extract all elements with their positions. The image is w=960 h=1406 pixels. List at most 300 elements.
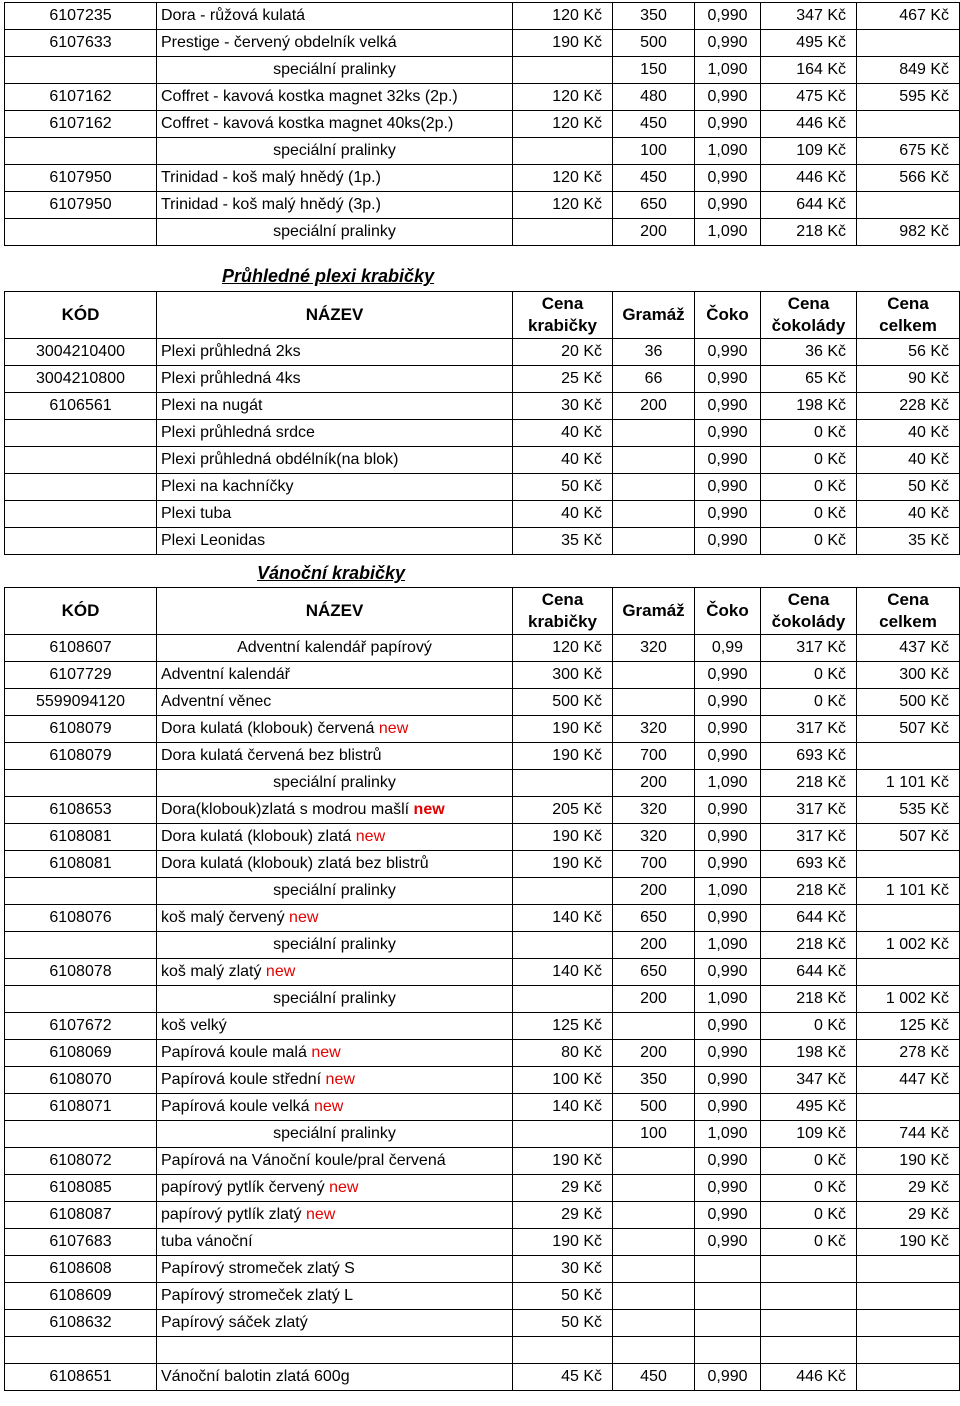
product-name-text: Plexi Leonidas xyxy=(161,532,266,549)
choco-rate: 0,990 xyxy=(695,501,761,528)
product-name-text: Adventní věnec xyxy=(161,693,272,710)
product-name xyxy=(157,219,513,246)
product-name-text: Papírová na Vánoční koule/pral červená xyxy=(161,1152,446,1169)
choco-price: 495 Kč xyxy=(761,30,857,57)
product-name-text: Plexi průhledná 2ks xyxy=(161,343,301,360)
total-price xyxy=(857,30,960,57)
choco-price: 218 Kč xyxy=(761,878,857,905)
choco-price: 693 Kč xyxy=(761,851,857,878)
choco-price: 446 Kč xyxy=(761,111,857,138)
choco-rate: 0,990 xyxy=(695,959,761,986)
choco-rate: 0,990 xyxy=(695,3,761,30)
product-name xyxy=(157,57,513,84)
product-code: 6108632 xyxy=(5,1310,157,1337)
product-code xyxy=(5,420,157,447)
product-name-text: koš malý zlatý xyxy=(161,963,266,980)
table-row xyxy=(5,959,960,986)
choco-rate: 1,090 xyxy=(695,138,761,165)
header-cena-celkem: Cena celkem xyxy=(857,588,960,635)
table-row xyxy=(5,1175,960,1202)
table-row xyxy=(5,635,960,662)
product-name xyxy=(157,662,513,689)
choco-rate: 0,990 xyxy=(695,84,761,111)
choco-rate: 1,090 xyxy=(695,986,761,1013)
product-name xyxy=(157,1310,513,1337)
box-price: 40 Kč xyxy=(513,447,613,474)
weight: 650 xyxy=(613,192,695,219)
product-name-text: Dora kulatá (klobouk) zlatá xyxy=(161,828,356,845)
weight: 100 xyxy=(613,1121,695,1148)
choco-rate: 1,090 xyxy=(695,770,761,797)
table-row xyxy=(5,447,960,474)
header-gramaz: Gramáž xyxy=(613,588,695,635)
box-price: 140 Kč xyxy=(513,905,613,932)
product-code xyxy=(5,1121,157,1148)
total-price: 29 Kč xyxy=(857,1202,960,1229)
table-row xyxy=(5,366,960,393)
box-price: 50 Kč xyxy=(513,1310,613,1337)
product-name xyxy=(157,30,513,57)
product-name-text: Trinidad - koš malý hnědý (3p.) xyxy=(161,196,381,213)
choco-price xyxy=(761,1256,857,1283)
choco-price: 644 Kč xyxy=(761,192,857,219)
choco-price: 36 Kč xyxy=(761,339,857,366)
table-row xyxy=(5,1256,960,1283)
product-name xyxy=(157,111,513,138)
table-row xyxy=(5,932,960,959)
product-name xyxy=(157,420,513,447)
total-price: 849 Kč xyxy=(857,57,960,84)
weight xyxy=(613,474,695,501)
box-price: 120 Kč xyxy=(513,84,613,111)
product-name xyxy=(157,138,513,165)
product-name-text: Dora - růžová kulatá xyxy=(161,7,306,24)
table-row xyxy=(5,905,960,932)
product-name xyxy=(157,878,513,905)
product-name xyxy=(157,1337,513,1364)
choco-rate: 0,990 xyxy=(695,528,761,555)
product-name-text: speciální pralinky xyxy=(273,936,396,953)
choco-price: 475 Kč xyxy=(761,84,857,111)
product-name-text: Papírová koule střední xyxy=(161,1071,326,1088)
product-code: 3004210800 xyxy=(5,366,157,393)
new-label: new xyxy=(265,963,296,980)
product-name xyxy=(157,501,513,528)
product-code: 6107162 xyxy=(5,111,157,138)
product-name-text: Adventní kalendář xyxy=(161,666,290,683)
table-row xyxy=(5,111,960,138)
choco-rate: 0,990 xyxy=(695,716,761,743)
choco-rate: 0,990 xyxy=(695,30,761,57)
new-label: new xyxy=(329,1179,359,1196)
weight xyxy=(613,1337,695,1364)
new-label: new xyxy=(289,909,319,926)
product-name xyxy=(157,932,513,959)
price-table-top xyxy=(4,2,960,246)
product-code: 6108608 xyxy=(5,1256,157,1283)
weight: 200 xyxy=(613,878,695,905)
choco-price: 693 Kč xyxy=(761,743,857,770)
total-price xyxy=(857,1337,960,1364)
product-name-text: Plexi průhledná obdélník(na blok) xyxy=(161,451,399,468)
product-code xyxy=(5,474,157,501)
choco-rate: 0,990 xyxy=(695,447,761,474)
choco-rate xyxy=(695,1310,761,1337)
product-name-text: Adventní kalendář papírový xyxy=(237,639,432,656)
product-name-text: koš velký xyxy=(161,1017,227,1034)
box-price: 190 Kč xyxy=(513,1229,613,1256)
box-price: 140 Kč xyxy=(513,959,613,986)
weight: 450 xyxy=(613,1364,695,1391)
table-row xyxy=(5,420,960,447)
table-row xyxy=(5,1067,960,1094)
product-code: 6108081 xyxy=(5,824,157,851)
weight: 150 xyxy=(613,57,695,84)
price-table-vanocni xyxy=(4,587,960,1391)
total-price: 595 Kč xyxy=(857,84,960,111)
product-name-text: Plexi průhledná srdce xyxy=(161,424,315,441)
choco-price: 218 Kč xyxy=(761,219,857,246)
choco-rate: 0,990 xyxy=(695,689,761,716)
choco-price: 198 Kč xyxy=(761,1040,857,1067)
weight: 320 xyxy=(613,824,695,851)
box-price: 190 Kč xyxy=(513,824,613,851)
choco-rate: 0,990 xyxy=(695,743,761,770)
choco-price xyxy=(761,1310,857,1337)
weight: 700 xyxy=(613,743,695,770)
box-price: 205 Kč xyxy=(513,797,613,824)
choco-price xyxy=(761,1283,857,1310)
total-price xyxy=(857,1283,960,1310)
weight: 650 xyxy=(613,959,695,986)
product-name-text: Papírová koule malá xyxy=(161,1044,312,1061)
new-label: new xyxy=(313,1098,344,1115)
total-price: 1 002 Kč xyxy=(857,986,960,1013)
table-row xyxy=(5,851,960,878)
choco-price: 109 Kč xyxy=(761,1121,857,1148)
box-price: 50 Kč xyxy=(513,1283,613,1310)
choco-price: 218 Kč xyxy=(761,932,857,959)
product-name xyxy=(157,1148,513,1175)
choco-price: 0 Kč xyxy=(761,447,857,474)
product-name xyxy=(157,770,513,797)
choco-rate: 0,990 xyxy=(695,824,761,851)
box-price: 190 Kč xyxy=(513,30,613,57)
table-row xyxy=(5,30,960,57)
choco-rate: 0,990 xyxy=(695,1364,761,1391)
total-price: 447 Kč xyxy=(857,1067,960,1094)
weight xyxy=(613,1229,695,1256)
product-code: 6108071 xyxy=(5,1094,157,1121)
product-name xyxy=(157,3,513,30)
header-nazev: NÁZEV xyxy=(157,292,513,339)
product-name-text: Coffret - kavová kostka magnet 32ks (2p.) xyxy=(161,88,458,105)
box-price: 120 Kč xyxy=(513,192,613,219)
weight: 350 xyxy=(613,3,695,30)
header-row xyxy=(5,292,960,339)
box-price xyxy=(513,138,613,165)
section-title-plexi: Průhledné plexi krabičky xyxy=(222,266,435,286)
choco-rate: 0,990 xyxy=(695,420,761,447)
table-row xyxy=(5,165,960,192)
choco-rate: 0,990 xyxy=(695,851,761,878)
choco-price: 446 Kč xyxy=(761,1364,857,1391)
weight: 200 xyxy=(613,986,695,1013)
choco-price: 347 Kč xyxy=(761,1067,857,1094)
choco-rate: 0,990 xyxy=(695,165,761,192)
weight xyxy=(613,689,695,716)
product-code: 6108087 xyxy=(5,1202,157,1229)
total-price xyxy=(857,959,960,986)
choco-price: 65 Kč xyxy=(761,366,857,393)
product-name xyxy=(157,1067,513,1094)
choco-rate xyxy=(695,1337,761,1364)
product-code: 6108607 xyxy=(5,635,157,662)
table-row xyxy=(5,1283,960,1310)
total-price xyxy=(857,111,960,138)
product-code xyxy=(5,57,157,84)
product-name-text: speciální pralinky xyxy=(273,882,396,899)
total-price: 744 Kč xyxy=(857,1121,960,1148)
product-code xyxy=(5,501,157,528)
total-price: 56 Kč xyxy=(857,339,960,366)
box-price: 140 Kč xyxy=(513,1094,613,1121)
header-gramaz: Gramáž xyxy=(613,292,695,339)
product-code: 6107950 xyxy=(5,192,157,219)
choco-rate: 1,090 xyxy=(695,932,761,959)
weight: 480 xyxy=(613,84,695,111)
product-code xyxy=(5,219,157,246)
product-name xyxy=(157,393,513,420)
choco-price: 198 Kč xyxy=(761,393,857,420)
product-code xyxy=(5,770,157,797)
total-price xyxy=(857,851,960,878)
choco-rate: 0,990 xyxy=(695,339,761,366)
product-name-text: speciální pralinky xyxy=(273,223,396,240)
product-name xyxy=(157,851,513,878)
product-name-text: speciální pralinky xyxy=(273,774,396,791)
product-name-text: koš malý červený xyxy=(161,909,290,926)
box-price: 30 Kč xyxy=(513,393,613,420)
box-price: 20 Kč xyxy=(513,339,613,366)
table-row xyxy=(5,84,960,111)
product-name xyxy=(157,743,513,770)
box-price xyxy=(513,986,613,1013)
product-code xyxy=(5,986,157,1013)
table-row xyxy=(5,986,960,1013)
new-label: new xyxy=(325,1071,355,1088)
weight xyxy=(613,447,695,474)
choco-price: 0 Kč xyxy=(761,1175,857,1202)
choco-price: 317 Kč xyxy=(761,824,857,851)
box-price: 40 Kč xyxy=(513,501,613,528)
product-code xyxy=(5,1337,157,1364)
product-name xyxy=(157,1283,513,1310)
box-price: 80 Kč xyxy=(513,1040,613,1067)
total-price: 500 Kč xyxy=(857,689,960,716)
total-price: 467 Kč xyxy=(857,3,960,30)
total-price: 1 101 Kč xyxy=(857,878,960,905)
box-price: 120 Kč xyxy=(513,635,613,662)
box-price: 120 Kč xyxy=(513,3,613,30)
box-price: 120 Kč xyxy=(513,165,613,192)
header-cena-krabicky: Cena krabičky xyxy=(513,292,613,339)
total-price: 228 Kč xyxy=(857,393,960,420)
product-name xyxy=(157,1202,513,1229)
box-price: 120 Kč xyxy=(513,111,613,138)
table-row xyxy=(5,219,960,246)
product-name xyxy=(157,824,513,851)
product-code: 6107729 xyxy=(5,662,157,689)
table-row xyxy=(5,1202,960,1229)
new-label: new xyxy=(305,1206,336,1223)
header-kod: KÓD xyxy=(5,588,157,635)
weight xyxy=(613,501,695,528)
product-name-text: Dora kulatá (klobouk) červená xyxy=(161,720,379,737)
total-price: 190 Kč xyxy=(857,1148,960,1175)
product-name xyxy=(157,84,513,111)
choco-rate: 0,990 xyxy=(695,797,761,824)
total-price: 507 Kč xyxy=(857,716,960,743)
weight xyxy=(613,1310,695,1337)
total-price xyxy=(857,1094,960,1121)
product-name-text: tuba vánoční xyxy=(161,1233,253,1250)
choco-rate xyxy=(695,1283,761,1310)
choco-price: 0 Kč xyxy=(761,689,857,716)
product-code: 6108081 xyxy=(5,851,157,878)
choco-rate: 0,990 xyxy=(695,474,761,501)
weight xyxy=(613,1148,695,1175)
weight: 450 xyxy=(613,165,695,192)
new-label: new xyxy=(355,828,386,845)
product-name-text: speciální pralinky xyxy=(273,142,396,159)
weight: 200 xyxy=(613,393,695,420)
total-price: 50 Kč xyxy=(857,474,960,501)
table-row xyxy=(5,57,960,84)
product-code: 6107162 xyxy=(5,84,157,111)
header-nazev: NÁZEV xyxy=(157,588,513,635)
product-code: 6108609 xyxy=(5,1283,157,1310)
product-name xyxy=(157,1229,513,1256)
product-name-text: Papírový stromeček zlatý S xyxy=(161,1260,355,1277)
total-price: 675 Kč xyxy=(857,138,960,165)
price-table-plexi xyxy=(4,291,960,555)
weight: 200 xyxy=(613,1040,695,1067)
product-name-text: speciální pralinky xyxy=(273,61,396,78)
choco-rate: 0,990 xyxy=(695,366,761,393)
weight: 320 xyxy=(613,797,695,824)
choco-rate: 0,990 xyxy=(695,1013,761,1040)
product-code: 6108070 xyxy=(5,1067,157,1094)
weight: 320 xyxy=(613,716,695,743)
weight: 500 xyxy=(613,30,695,57)
choco-price: 164 Kč xyxy=(761,57,857,84)
table-row xyxy=(5,192,960,219)
header-cena-cokolady: Cena čokolády xyxy=(761,588,857,635)
box-price: 30 Kč xyxy=(513,1256,613,1283)
table-row xyxy=(5,138,960,165)
box-price xyxy=(513,770,613,797)
product-name xyxy=(157,1094,513,1121)
weight: 700 xyxy=(613,851,695,878)
weight xyxy=(613,662,695,689)
weight xyxy=(613,1175,695,1202)
product-name-text: Plexi průhledná 4ks xyxy=(161,370,301,387)
box-price: 50 Kč xyxy=(513,474,613,501)
table-row xyxy=(5,770,960,797)
total-price: 29 Kč xyxy=(857,1175,960,1202)
product-name xyxy=(157,959,513,986)
weight xyxy=(613,420,695,447)
table-row xyxy=(5,662,960,689)
product-name-text: papírový pytlík zlatý xyxy=(161,1206,306,1223)
product-name-text: papírový pytlík červený xyxy=(161,1179,330,1196)
product-code: 6108072 xyxy=(5,1148,157,1175)
total-price: 40 Kč xyxy=(857,447,960,474)
product-code: 6108069 xyxy=(5,1040,157,1067)
product-code: 6107683 xyxy=(5,1229,157,1256)
total-price: 1 002 Kč xyxy=(857,932,960,959)
table-row xyxy=(5,797,960,824)
choco-rate: 0,990 xyxy=(695,393,761,420)
product-code xyxy=(5,932,157,959)
product-name-text: Plexi na nugát xyxy=(161,397,263,414)
header-kod: KÓD xyxy=(5,292,157,339)
total-price: 125 Kč xyxy=(857,1013,960,1040)
total-price: 566 Kč xyxy=(857,165,960,192)
product-name xyxy=(157,366,513,393)
product-code: 6108078 xyxy=(5,959,157,986)
box-price: 29 Kč xyxy=(513,1202,613,1229)
header-row xyxy=(5,588,960,635)
choco-rate: 0,990 xyxy=(695,1202,761,1229)
weight: 36 xyxy=(613,339,695,366)
table-row xyxy=(5,689,960,716)
product-name-text: Papírový sáček zlatý xyxy=(161,1314,308,1331)
choco-price: 495 Kč xyxy=(761,1094,857,1121)
table-row xyxy=(5,3,960,30)
box-price xyxy=(513,57,613,84)
choco-rate: 0,990 xyxy=(695,1148,761,1175)
weight: 650 xyxy=(613,905,695,932)
product-name-text: Prestige - červený obdelník velká xyxy=(161,34,397,51)
table-row xyxy=(5,743,960,770)
product-name-text: Dora kulatá červená bez blistrů xyxy=(161,747,382,764)
product-name xyxy=(157,339,513,366)
weight: 350 xyxy=(613,1067,695,1094)
choco-price: 0 Kč xyxy=(761,662,857,689)
choco-rate: 0,990 xyxy=(695,662,761,689)
product-name xyxy=(157,447,513,474)
box-price: 500 Kč xyxy=(513,689,613,716)
product-code: 6108076 xyxy=(5,905,157,932)
product-name xyxy=(157,635,513,662)
total-price: 982 Kč xyxy=(857,219,960,246)
product-code: 6107672 xyxy=(5,1013,157,1040)
table-row xyxy=(5,1040,960,1067)
product-name xyxy=(157,192,513,219)
weight: 200 xyxy=(613,219,695,246)
choco-rate xyxy=(695,1256,761,1283)
box-price: 125 Kč xyxy=(513,1013,613,1040)
choco-price: 0 Kč xyxy=(761,420,857,447)
choco-rate: 0,990 xyxy=(695,1067,761,1094)
choco-price: 644 Kč xyxy=(761,905,857,932)
product-code: 6108079 xyxy=(5,716,157,743)
table-row xyxy=(5,878,960,905)
product-name-text: Papírový stromeček zlatý L xyxy=(161,1287,354,1304)
table-row xyxy=(5,1310,960,1337)
